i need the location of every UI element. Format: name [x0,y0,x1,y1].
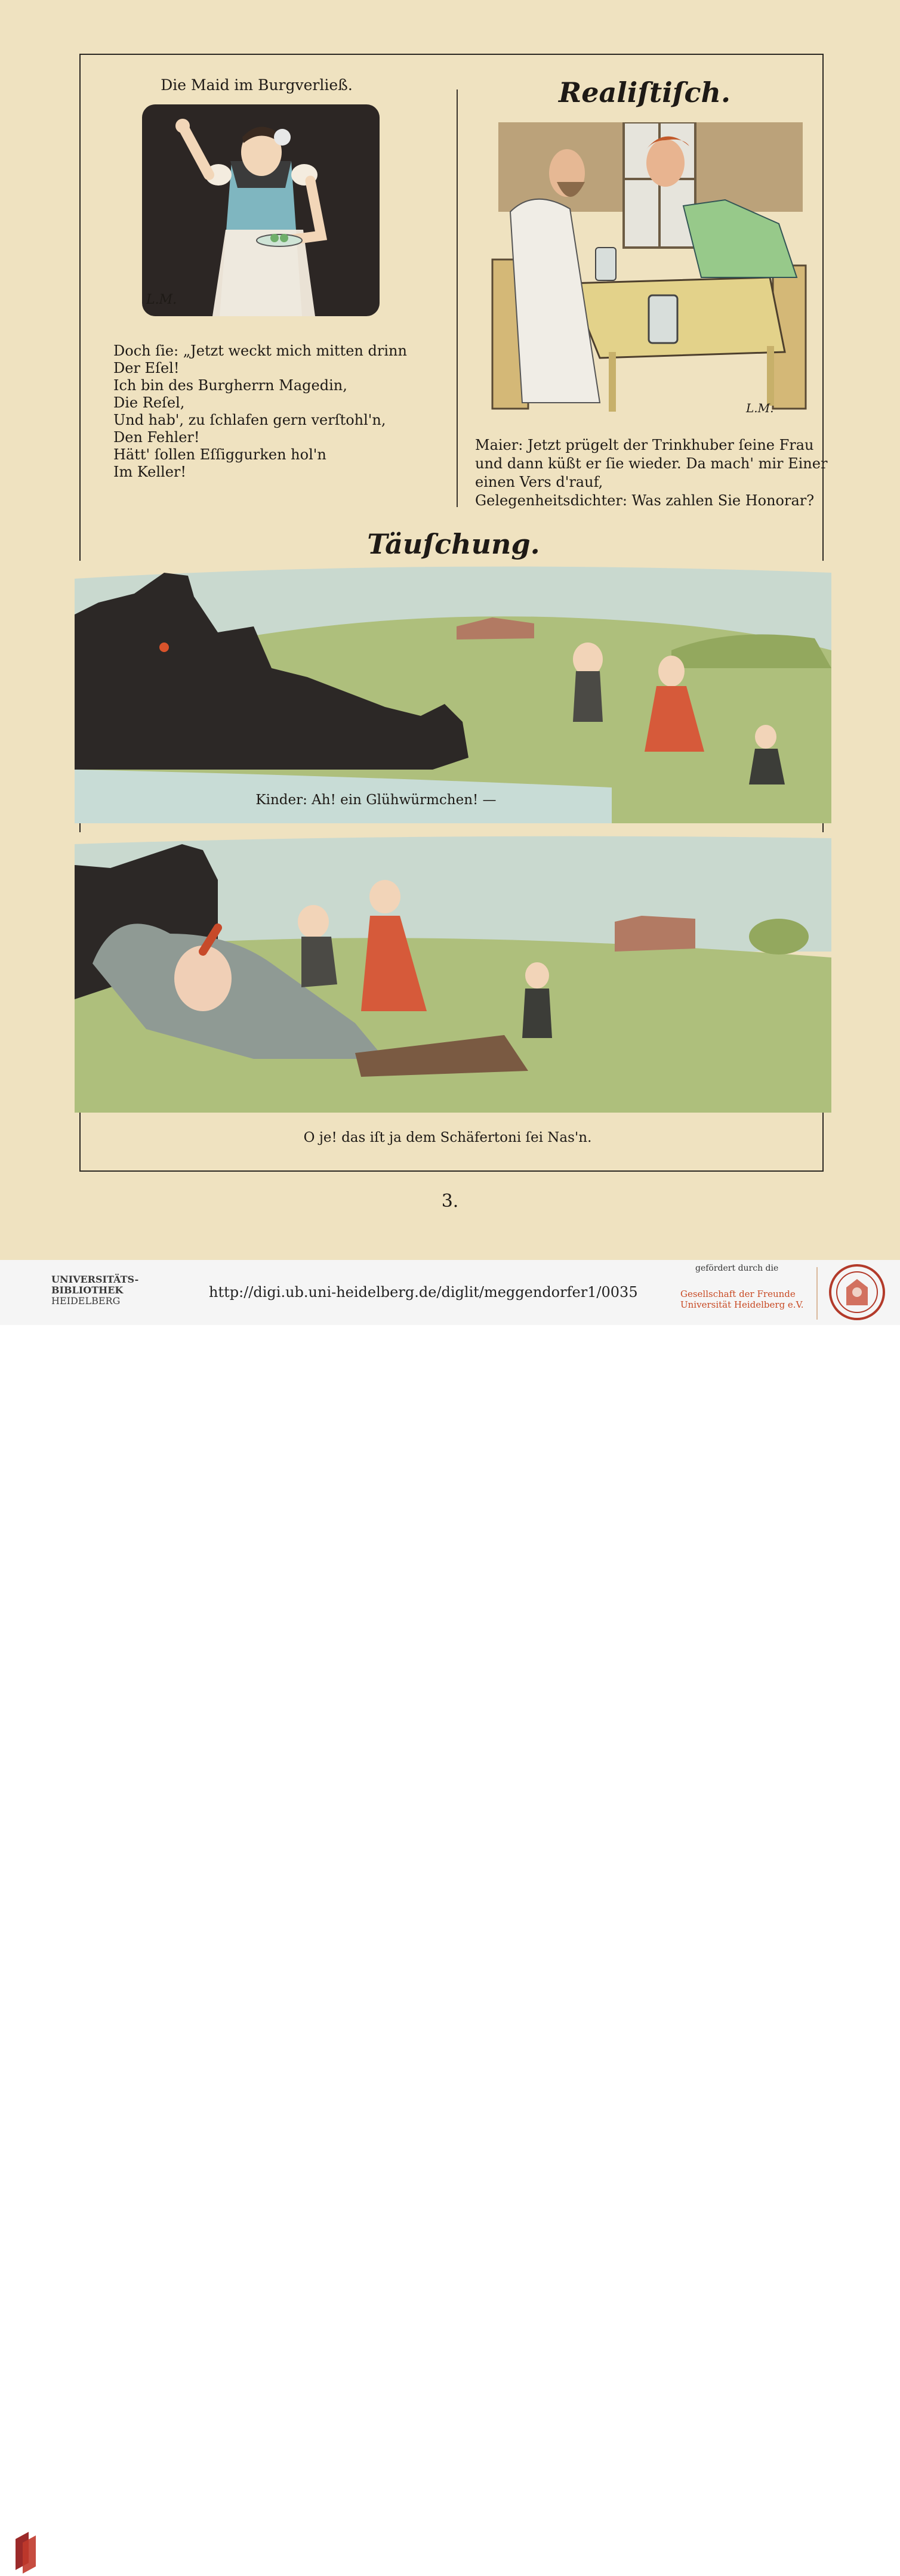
dialog-line: einen Vers d'rauf, [475,474,603,490]
library-name-line: UNIVERSITÄTS- [51,1274,139,1285]
magazine-page [0,0,900,1260]
tavern-signature: L.M. [746,401,774,415]
society-name-line: Gesellschaft der Freunde [680,1289,796,1299]
funded-by-label: gefördert durch die [695,1264,779,1273]
maid-title: Die Maid im Burgverließ. [161,76,353,94]
verse-line: Doch ſie: „Jetzt weckt mich mitten drinn [113,342,407,359]
society-name-link[interactable] [680,1289,804,1310]
library-logo-icon[interactable] [11,2528,43,2576]
children-glowworm-illustration [75,561,831,823]
caption-shepherd: O je! das iſt ja dem Schäfertoni ſei Nas'n. [303,1130,592,1145]
verse-line: Den Fehler! [113,429,200,446]
university-seal-icon[interactable] [828,1264,886,1321]
tavern-dialog [475,436,833,510]
society-name-line: Universität Heidelberg e.V. [680,1299,804,1310]
dialog-line: Gelegenheitsdichter: Was zahlen Sie Honorar? [475,492,815,509]
realistisch-title: Realiſtiſch. [558,76,731,109]
verse-line: Und hab', zu ſchlafen gern verſtohl'n, [113,412,386,428]
verse-line: Der Eſel! [113,360,180,376]
verse-line: Im Keller! [113,464,187,480]
shepherd-nose-illustration [75,832,831,1113]
maid-illustration [142,104,380,316]
document-url-link[interactable]: http://digi.ub.uni-heidelberg.de/diglit/meggendorfer1/0035 [209,1284,638,1301]
library-name-line: BIBLIOTHEK [51,1284,124,1296]
column-divider [457,89,458,507]
verse-line: Die Reſel, [113,394,185,411]
library-name[interactable] [51,1274,138,1306]
verse-line: Hätt' ſollen Eſſiggurken hol'n [113,446,326,463]
page-number: 3. [441,1191,459,1212]
verse-line: Ich bin des Burgherrn Magedin, [113,377,347,394]
maid-signature: L.M. [146,292,177,307]
taeuschung-title: Täuſchung. [367,528,540,560]
dialog-line: Maier: Jetzt prügelt der Trinkhuber ſeine Frau [475,437,814,453]
dialog-line: und dann küßt er ſie wieder. Da mach' mir Einer [475,455,828,472]
library-name-line: HEIDELBERG [51,1295,121,1306]
tavern-illustration [486,122,815,415]
maid-verse [113,342,424,481]
footer-divider [816,1267,818,1320]
caption-glowworm: Kinder: Ah! ein Glühwürmchen! — [255,792,497,808]
